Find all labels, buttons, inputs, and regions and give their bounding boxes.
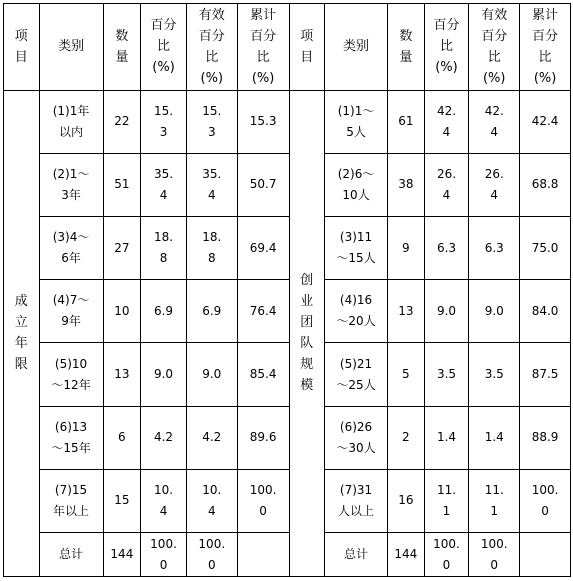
left-cumulative-cell — [237, 90, 289, 153]
header-category-right: 类别 — [325, 4, 388, 91]
table-row — [4, 153, 571, 216]
left-total-cumulative-empty — [237, 533, 289, 577]
right-category-cell-text: (4)16～20人 — [336, 293, 376, 329]
left-category-cell — [39, 153, 103, 216]
right-valid-cell-text: 6.3 — [484, 240, 504, 255]
right-category-cell — [325, 343, 388, 406]
right-category-cell-text: (1)1～5人 — [337, 103, 375, 139]
right-total-cumulative-empty — [520, 533, 571, 577]
right-total-count — [388, 533, 425, 577]
right-percent-cell-text: 9.0 — [436, 303, 457, 318]
left-valid-cell — [186, 280, 237, 343]
left-category-cell — [39, 280, 103, 343]
right-cumulative-cell — [520, 153, 571, 216]
right-count-cell — [388, 90, 425, 153]
left-count-cell-text: 15 — [114, 493, 130, 508]
left-percent-cell — [141, 280, 187, 343]
right-percent-cell — [424, 153, 469, 216]
left-percent-cell-text: 18.8 — [153, 230, 174, 266]
right-category-cell-text: (5)21～25人 — [336, 356, 376, 392]
left-cumulative-cell-text: 100.0 — [249, 482, 277, 518]
left-valid-cell-text: 18.8 — [202, 230, 222, 266]
right-count-cell-text: 2 — [402, 430, 410, 445]
right-cumulative-cell — [520, 280, 571, 343]
left-category-cell-text: (4)7～9年 — [52, 293, 90, 329]
right-category-cell — [325, 217, 388, 280]
right-category-cell-text: (3)11～15人 — [336, 230, 376, 266]
left-total-valid — [186, 533, 237, 577]
table-row — [4, 217, 571, 280]
left-percent-cell — [141, 90, 187, 153]
right-total-label-text: 总计 — [344, 547, 369, 562]
left-total-count-text: 144 — [110, 547, 134, 562]
right-percent-cell-text: 42.4 — [436, 103, 457, 139]
right-count-cell — [388, 406, 425, 469]
right-percent-cell — [424, 343, 469, 406]
right-percent-cell-text: 11.1 — [436, 482, 457, 518]
right-count-cell-text: 13 — [398, 303, 414, 318]
left-valid-cell — [186, 406, 237, 469]
right-category-cell — [325, 153, 388, 216]
left-category-cell-text: (1)1年以内 — [52, 103, 90, 139]
right-count-cell — [388, 217, 425, 280]
right-total-percent — [424, 533, 469, 577]
left-valid-cell-text: 9.0 — [202, 367, 222, 382]
right-total-label — [325, 533, 388, 577]
left-percent-cell — [141, 217, 187, 280]
left-cumulative-cell-text: 89.6 — [249, 430, 277, 445]
table-row — [4, 406, 571, 469]
right-count-cell-text: 16 — [398, 493, 414, 508]
left-cumulative-cell — [237, 280, 289, 343]
table-row — [4, 280, 571, 343]
left-cumulative-cell-text: 85.4 — [249, 367, 277, 382]
header-row — [4, 4, 571, 91]
right-cumulative-cell-text: 68.8 — [531, 177, 559, 192]
left-count-cell-text: 22 — [114, 114, 130, 129]
right-percent-cell-text: 26.4 — [436, 166, 457, 202]
table-row — [4, 469, 571, 532]
right-percent-cell — [424, 469, 469, 532]
header-percent-left: 百分比(%) — [141, 4, 187, 91]
left-cumulative-cell — [237, 406, 289, 469]
right-percent-cell — [424, 217, 469, 280]
right-count-cell — [388, 343, 425, 406]
left-cumulative-cell — [237, 343, 289, 406]
table-row — [4, 90, 571, 153]
right-percent-cell — [424, 406, 469, 469]
right-valid-cell — [469, 343, 520, 406]
header-percent-right: 百分比(%) — [424, 4, 469, 91]
left-category-cell — [39, 90, 103, 153]
left-total-label — [39, 533, 103, 577]
header-count-left: 数量 — [103, 4, 141, 91]
left-percent-cell-text: 6.9 — [153, 303, 174, 318]
right-cumulative-cell-text: 100.0 — [531, 482, 559, 518]
header-item-right: 项目 — [289, 4, 325, 91]
right-cumulative-cell — [520, 469, 571, 532]
table-row — [4, 343, 571, 406]
right-cumulative-cell — [520, 90, 571, 153]
left-count-cell — [103, 217, 141, 280]
total-row — [4, 533, 571, 577]
left-group-label-text: 成立年限 — [14, 294, 28, 373]
right-count-cell — [388, 469, 425, 532]
right-category-cell-text: (2)6～10人 — [337, 166, 375, 202]
left-count-cell-text: 27 — [114, 240, 130, 255]
right-count-cell-text: 61 — [398, 114, 414, 129]
left-valid-cell-text: 4.2 — [202, 430, 222, 445]
right-total-count-text: 144 — [394, 547, 418, 562]
header-cumulative-right: 累计百分比(%) — [520, 4, 571, 91]
left-percent-cell — [141, 406, 187, 469]
right-count-cell-text: 5 — [402, 367, 410, 382]
left-category-cell — [39, 469, 103, 532]
left-total-count — [103, 533, 141, 577]
right-valid-cell — [469, 217, 520, 280]
left-valid-cell-text: 35.4 — [202, 166, 222, 202]
right-group-label — [289, 90, 325, 576]
left-count-cell — [103, 280, 141, 343]
left-cumulative-cell — [237, 469, 289, 532]
left-total-label-text: 总计 — [59, 547, 84, 562]
left-category-cell-text: (2)1～3年 — [52, 166, 90, 202]
left-valid-cell-text: 10.4 — [202, 482, 222, 518]
right-cumulative-cell-text: 84.0 — [531, 303, 559, 318]
right-count-cell-text: 38 — [398, 177, 414, 192]
right-valid-cell — [469, 153, 520, 216]
right-category-cell — [325, 280, 388, 343]
right-category-cell-text: (7)31人以上 — [338, 482, 375, 518]
right-cumulative-cell — [520, 343, 571, 406]
right-cumulative-cell — [520, 406, 571, 469]
left-total-valid-text: 100.0 — [198, 536, 226, 572]
header-valid-left: 有效百分比(%) — [186, 4, 237, 91]
left-category-cell — [39, 217, 103, 280]
right-cumulative-cell-text: 75.0 — [531, 240, 559, 255]
header-valid-right: 有效百分比(%) — [469, 4, 520, 91]
header-cumulative-left: 累计百分比(%) — [237, 4, 289, 91]
right-cumulative-cell-text: 88.9 — [531, 430, 559, 445]
left-count-cell-text: 51 — [114, 177, 130, 192]
left-cumulative-cell-text: 50.7 — [249, 177, 277, 192]
left-category-cell — [39, 406, 103, 469]
left-category-cell — [39, 343, 103, 406]
left-category-cell-text: (6)13～15年 — [51, 419, 91, 455]
left-cumulative-cell-text: 69.4 — [249, 240, 277, 255]
header-item-left: 项目 — [4, 4, 40, 91]
left-valid-cell — [186, 217, 237, 280]
left-valid-cell — [186, 469, 237, 532]
right-cumulative-cell-text: 42.4 — [531, 114, 559, 129]
left-cumulative-cell-text: 76.4 — [249, 303, 277, 318]
left-percent-cell-text: 10.4 — [153, 482, 174, 518]
header-count-right: 数量 — [388, 4, 425, 91]
left-count-cell-text: 6 — [118, 430, 126, 445]
left-count-cell-text: 13 — [114, 367, 130, 382]
right-valid-cell-text: 3.5 — [484, 367, 504, 382]
left-total-percent-text: 100.0 — [150, 536, 177, 572]
left-category-cell-text: (5)10～12年 — [51, 356, 91, 392]
right-total-valid-text: 100.0 — [480, 536, 508, 572]
left-cumulative-cell-text: 15.3 — [249, 114, 277, 129]
right-valid-cell — [469, 280, 520, 343]
right-valid-cell-text: 42.4 — [484, 103, 504, 139]
right-count-cell-text: 9 — [402, 240, 410, 255]
left-valid-cell — [186, 153, 237, 216]
right-cumulative-cell-text: 87.5 — [531, 367, 559, 382]
right-category-cell-text: (6)26～30人 — [336, 419, 376, 455]
right-percent-cell-text: 6.3 — [436, 240, 457, 255]
right-valid-cell-text: 26.4 — [484, 166, 504, 202]
left-percent-cell-text: 4.2 — [153, 430, 174, 445]
right-count-cell — [388, 280, 425, 343]
right-total-percent-text: 100.0 — [433, 536, 460, 572]
left-cumulative-cell — [237, 153, 289, 216]
left-group-label — [4, 90, 40, 576]
left-percent-cell — [141, 153, 187, 216]
left-total-percent — [141, 533, 187, 577]
right-total-valid — [469, 533, 520, 577]
left-percent-cell-text: 9.0 — [153, 367, 174, 382]
right-group-label-text: 创业团队规模 — [300, 273, 314, 394]
right-valid-cell-text: 11.1 — [484, 482, 504, 518]
left-valid-cell — [186, 90, 237, 153]
right-category-cell — [325, 406, 388, 469]
left-percent-cell — [141, 469, 187, 532]
right-percent-cell-text: 3.5 — [436, 367, 457, 382]
left-percent-cell-text: 35.4 — [153, 166, 174, 202]
right-valid-cell — [469, 90, 520, 153]
right-category-cell — [325, 469, 388, 532]
right-percent-cell — [424, 280, 469, 343]
header-category-left: 类别 — [39, 4, 103, 91]
right-category-cell — [325, 90, 388, 153]
left-cumulative-cell — [237, 217, 289, 280]
right-percent-cell — [424, 90, 469, 153]
right-valid-cell — [469, 406, 520, 469]
left-valid-cell-text: 15.3 — [202, 103, 222, 139]
statistics-table — [3, 3, 571, 577]
left-percent-cell-text: 15.3 — [153, 103, 174, 139]
left-category-cell-text: (3)4～6年 — [52, 230, 90, 266]
left-count-cell — [103, 469, 141, 532]
right-count-cell — [388, 153, 425, 216]
left-count-cell-text: 10 — [114, 303, 130, 318]
left-percent-cell — [141, 343, 187, 406]
right-valid-cell-text: 1.4 — [484, 430, 504, 445]
left-count-cell — [103, 343, 141, 406]
left-valid-cell-text: 6.9 — [202, 303, 222, 318]
left-valid-cell — [186, 343, 237, 406]
right-valid-cell — [469, 469, 520, 532]
left-category-cell-text: (7)15年以上 — [53, 482, 90, 518]
right-cumulative-cell — [520, 217, 571, 280]
right-valid-cell-text: 9.0 — [484, 303, 504, 318]
right-percent-cell-text: 1.4 — [436, 430, 457, 445]
left-count-cell — [103, 90, 141, 153]
left-count-cell — [103, 153, 141, 216]
left-count-cell — [103, 406, 141, 469]
